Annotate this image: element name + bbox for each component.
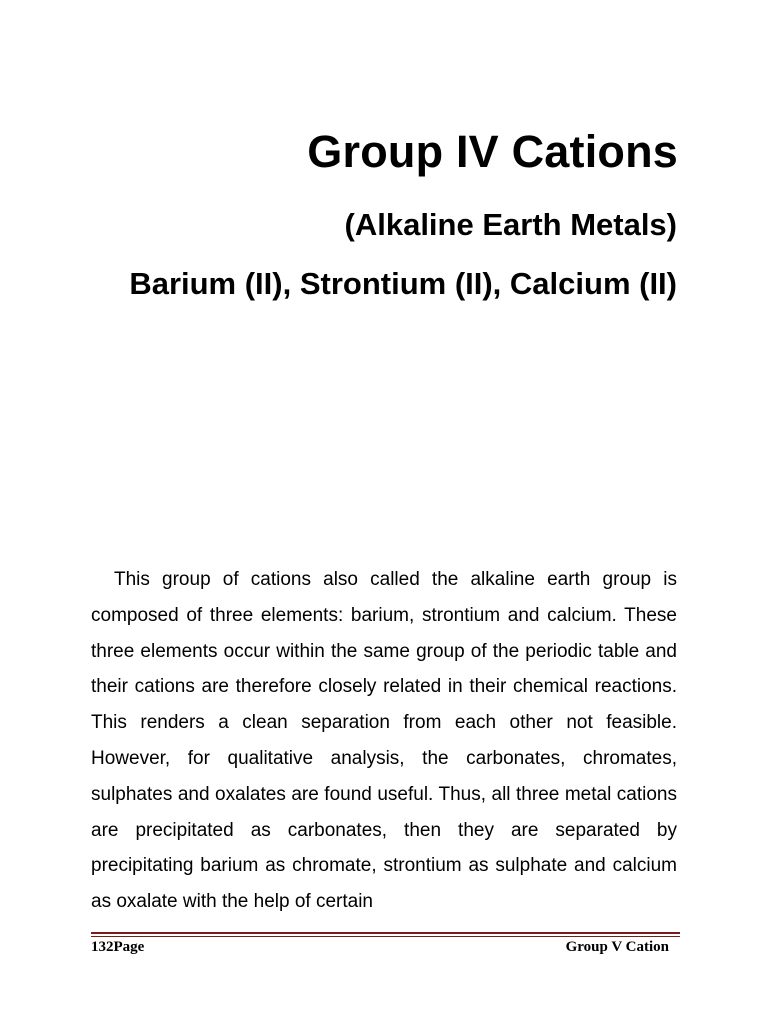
footer-divider: [91, 932, 680, 934]
page-title: Group IV Cations: [307, 126, 678, 177]
elements-heading: Barium (II), Strontium (II), Calcium (II): [129, 266, 677, 301]
page-subtitle: (Alkaline Earth Metals): [344, 207, 677, 242]
footer-divider-thin: [91, 936, 680, 937]
footer-section-title: Group V Cation: [565, 939, 669, 955]
footer-page-number: 132Page: [91, 939, 145, 955]
body-paragraph: This group of cations also called the alkaline earth group is composed of three elements: barium, strontium and calcium. These three elements occur within the same group of the periodic table and their cations are therefore closely related in their chemical reactions. This renders a clean separation from each other not feasible. However, for qualitative analysis, the carbonates, chromates, sulphates and oxalates are found useful. Thus, all three metal cations are precipitated as carbonates, then they are separated by precipitating barium as chromate, strontium as sulphate and calcium as oxalate with the help of certain: [91, 569, 677, 913]
